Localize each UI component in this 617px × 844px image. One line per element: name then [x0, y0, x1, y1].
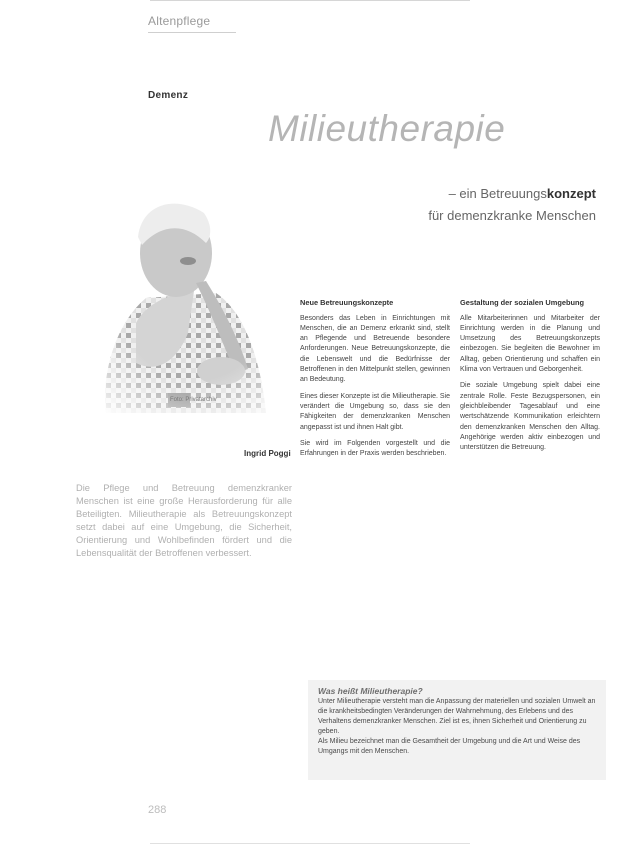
column-right-heading: Gestaltung der sozialen Umgebung [460, 298, 585, 307]
info-box-paragraph: Als Milieu bezeichnet man die Gesamtheit der Umgebung und die Art und Weise des Umgangs mit den Menschen. [318, 738, 581, 755]
column-left-paragraph: Eines dieser Konzepte ist die Milieutherapie. Sie verändert die Umgebung so, dass sie den Fähigkeiten der demenzkranken Menschen angepasst ist und ihnen Halt gibt. [300, 392, 450, 431]
article-title: Milieutherapie [268, 108, 506, 149]
kicker: Demenz [148, 90, 189, 101]
section-rule [148, 32, 236, 33]
column-left-paragraph: Besonders das Leben in Einrichtungen mit Menschen, die an Demenz erkrankt sind, stellt an Pflegende und Betreuende besondere Anforderungen. Neue Betreuungskonzepte, die die Lebenswelt und die Bedürfnisse der Betroffenen in den Mittelpunkt stellen, gewinnen an Bedeutung. [300, 314, 450, 384]
top-rule [150, 0, 470, 1]
teaser-text: Die Pflege und Betreuung demenzkranker Menschen ist eine große Herausforderung für alle Beteiligten. Milieutherapie als Betreuungskonzept setzt dabei auf eine Umgebung, die Sicherheit, Orientierung und Wohlbefinden fördert und die Lebensqualität der Betroffenen verbessert. [76, 483, 292, 558]
article-photo [76, 173, 276, 413]
page-number: 288 [148, 804, 167, 816]
author-name: Ingrid Poggi [244, 449, 291, 458]
section-label: Altenpflege [148, 14, 211, 28]
info-box-paragraph: Unter Milieutherapie versteht man die Anpassung der materiellen und sozialen Umwelt an die krankheitsbedingten Veränderungen der Wahrnehmung, des Erlebens und des Verhaltens demenzkranker Menschen. Ziel ist es, ihnen Sicherheit und Orientierung zu geben. [318, 698, 596, 735]
subtitle-line2: für demenzkranke Menschen [428, 208, 596, 223]
info-box-body [318, 697, 598, 757]
column-right-paragraph: Die soziale Umgebung spielt dabei eine zentrale Rolle. Feste Bezugspersonen, ein gleichbleibender Tagesablauf und eine wertschätzende Kommunikation erleichtern den demenzkranken Menschen den Alltag. Angehörige werden aktiv einbezogen und unterstützen die Betreuung. [460, 382, 600, 452]
portrait-illustration [76, 173, 276, 413]
article-subtitle [266, 183, 596, 227]
subtitle-line1: – ein Betreuungskonzept [448, 186, 596, 201]
column-left-heading: Neue Betreuungskonzepte [300, 298, 394, 307]
photo-credit: Foto: Privatarchiv [170, 397, 217, 403]
column-right-paragraph: Alle Mitarbeiterinnen und Mitarbeiter der Einrichtung werden in die Planung und Umsetzung des Betreuungskonzepts einbezogen. Sie begleiten die Bewohner im Alltag, geben Orientierung und schaffen ein Klima von Vertrauen und Geborgenheit. [460, 314, 600, 374]
column-left [300, 298, 450, 465]
info-box-title: Was heißt Milieutherapie? [318, 686, 423, 696]
column-left-paragraph: Sie wird im Folgenden vorgestellt und die Erfahrungen in der Praxis werden beschrieben. [300, 439, 450, 458]
column-right [460, 298, 600, 459]
